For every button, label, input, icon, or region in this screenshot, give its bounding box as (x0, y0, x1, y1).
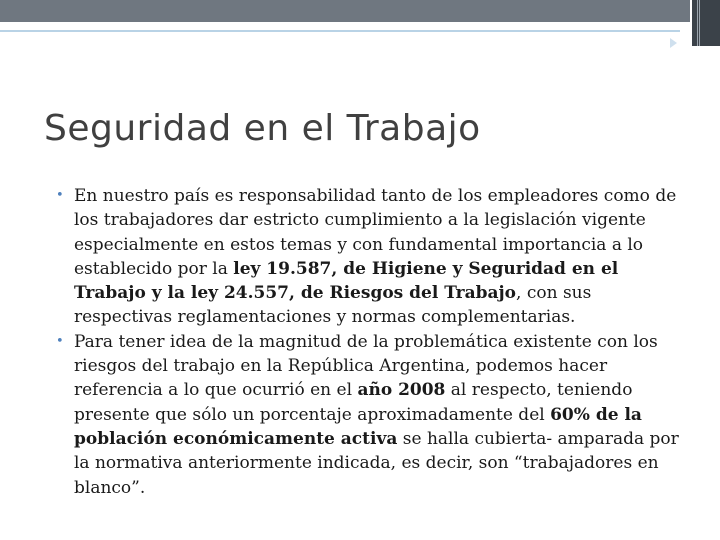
bold-text-run: año 2008 (357, 380, 446, 401)
corner-stripes (697, 0, 701, 46)
bullet-paragraph-1 (52, 184, 692, 330)
text-run: Para tener idea de la magnitud de la problemática existente con los riesgos del trabajo en la República Argentina, podemos hacer referencia a lo que ocurrió en el (74, 331, 658, 401)
text-run: , con sus respectivas reglamentaciones y normas complementarias. (74, 283, 592, 328)
slide-title: Seguridad en el Trabajo (44, 108, 481, 149)
text-run: En nuestro país es responsabilidad tanto de los empleadores como de los trabajadores dar estricto cumplimiento a la legislación vigente especialmente en estos temas y con fundamental importancia a lo establecido por la (74, 186, 677, 279)
slide-body (52, 184, 692, 500)
text-run: al respecto, teniendo presente que sólo un porcentaje aproximadamente del (74, 380, 633, 425)
bold-text-run: ley 19.587, de Higiene y Seguridad en el Trabajo y la ley 24.557, de Riesgos del Trabajo (74, 258, 619, 304)
arrow-marker-icon (670, 38, 677, 48)
text-run: se halla cubierta- amparada por la normativa anteriormente indicada, es decir, son “trabajadores en blanco”. (74, 428, 679, 498)
bullet-paragraph-2 (52, 330, 692, 500)
top-decoration-band (0, 0, 720, 22)
bullet-icon: • (56, 333, 64, 349)
header-bar (0, 0, 690, 22)
bullet-icon: • (56, 188, 64, 203)
header-rule (0, 30, 680, 32)
bold-text-run: 60% de la población económicamente activa (74, 404, 642, 449)
